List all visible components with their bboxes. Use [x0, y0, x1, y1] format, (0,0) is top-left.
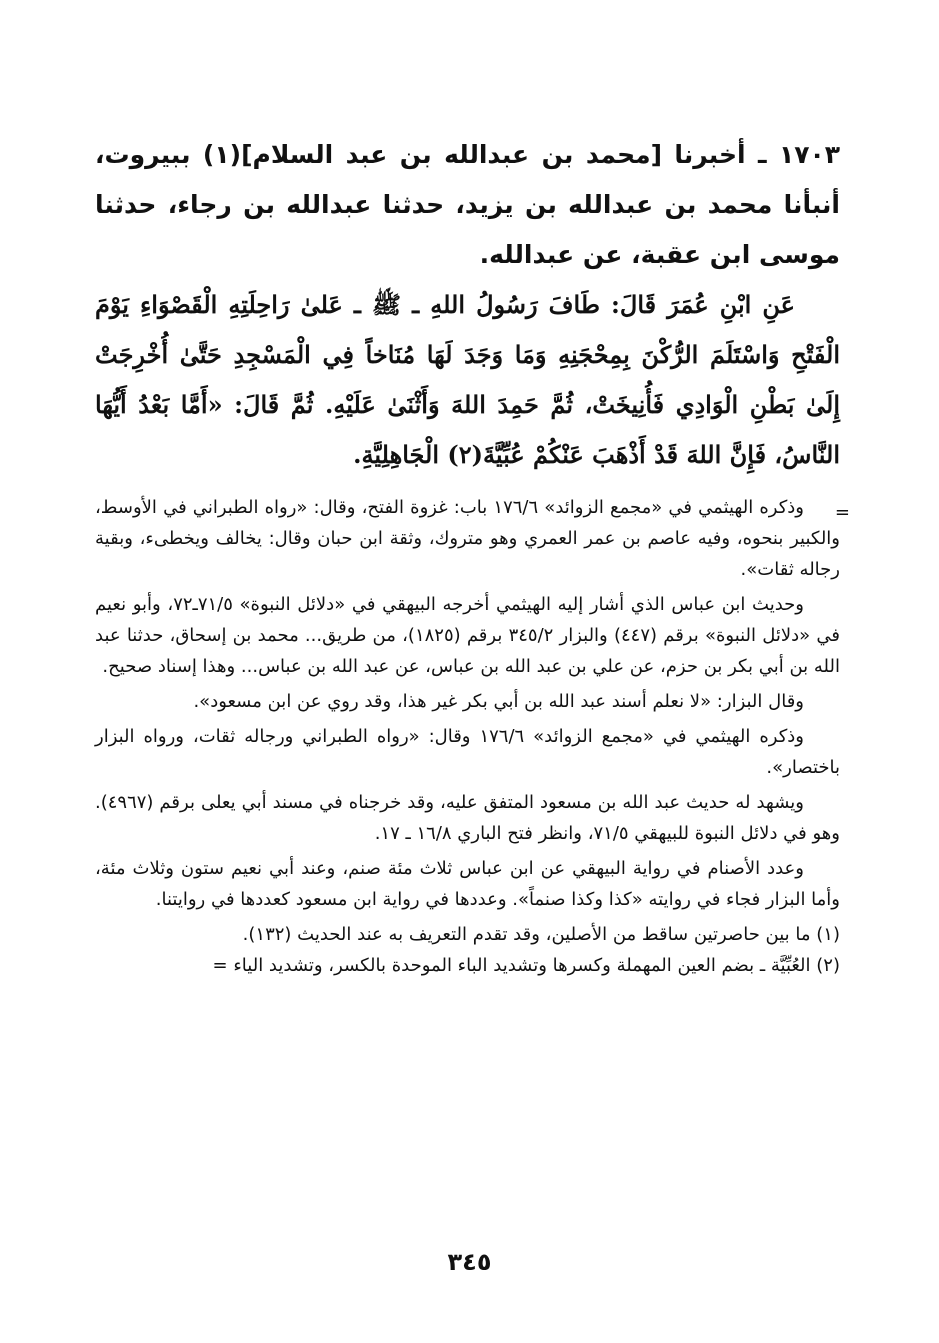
- footnotes-section: [95, 492, 850, 981]
- continuation-mark: =: [834, 502, 850, 523]
- footnote-paragraph: وذكره الهيثمي في «مجمع الزوائد» ١٧٦/٦ باب: غزوة الفتح، وقال: «رواه الطبراني في الأوسط، والكبير بنحوه، وفيه عاصم بن عمر العمري وهو متروك، وثقة ابن حبان وقال: يخالف ويخطىء، وبقية رجاله ثقات».: [95, 497, 840, 580]
- footnote-ref-2: (٢) العُبِّيَّة ـ بضم العين المهملة وكسرها وتشديد الباء الموحدة بالكسر، وتشديد الياء =: [212, 955, 840, 976]
- hadith-matn: عَنِ ابْنِ عُمَرَ قَالَ: طَافَ رَسُولُ اللهِ ـ ﷺ ـ عَلىٰ رَاحِلَتِهِ الْقَصْوَاءِ يَوْمَ الْفَتْحِ وَاسْتَلَمَ الرُّكْنَ بِمِحْجَنِهِ وَمَا وَجَدَ لَهَا مُنَاخاً فِي الْمَسْجِدِ حَتَّىٰ أُخْرِجَتْ إِلَىٰ بَطْنِ الْوَادِي فَأُنِيخَتْ، ثُمَّ حَمِدَ اللهَ وَأَثْنَىٰ عَلَيْهِ. ثُمَّ قَالَ: «أَمَّا بَعْدُ أَيُّهَا النَّاسُ، فَإِنَّ اللهَ قَدْ أَذْهَبَ عَنْكُمْ عُبِّيَّةَ(٢) الْجَاهِلِيَّةِ.: [95, 290, 840, 469]
- hadith-isnad: ١٧٠٣ ـ أخبرنا [محمد بن عبدالله بن عبد السلام](١) ببيروت، أنبأنا محمد بن عبدالله بن يزيد، حدثنا عبدالله بن رجاء، حدثنا موسى ابن عقبة، عن عبدالله.: [95, 140, 840, 269]
- footnote-references: [95, 919, 840, 981]
- footnote-paragraph: وقال البزار: «لا نعلم أسند عبد الله بن أبي بكر غير هذا، وقد روي عن ابن مسعود».: [193, 691, 804, 712]
- document-page: [95, 130, 850, 981]
- footnote-ref-1: (١) ما بين حاصرتين ساقط من الأصلين، وقد تقدم التعريف به عند الحديث (١٣٢).: [242, 924, 840, 945]
- footnote-paragraph: ويشهد له حديث عبد الله بن مسعود المتفق عليه، وقد خرجناه في مسند أبي يعلى برقم (٤٩٦٧). وهو في دلائل النبوة للبيهقي ٧١/٥، وانظر فتح الباري ١٦/٨ ـ ١٧.: [95, 792, 840, 844]
- footnote-paragraph: وحديث ابن عباس الذي أشار إليه الهيثمي أخرجه البيهقي في «دلائل النبوة» ٧١/٥ـ٧٢، وأبو نعيم في «دلائل النبوة» برقم (٤٤٧) والبزار ٣٤٥/٢ برقم (١٨٢٥)، من طريق... محمد بن إسحاق، حدثنا عبد الله بن أبي بكر بن حزم، عن علي بن عبد الله بن عباس، عن عبد الله بن عباس... وهذا إسناد صحيح.: [95, 594, 840, 677]
- footnote-paragraph: وعدد الأصنام في رواية البيهقي عن ابن عباس ثلاث مئة صنم، وعند أبي نعيم ستون وثلاث مئة، وأما البزار فجاء في روايته «كذا وكذا صنماً». وعددها في رواية ابن مسعود كعددها في روايتنا.: [95, 858, 840, 910]
- footnote-paragraph: وذكره الهيثمي في «مجمع الزوائد» ١٧٦/٦ وقال: «رواه الطبراني ورجاله ثقات، ورواه البزار باختصار».: [95, 726, 840, 778]
- page-number: ٣٤٥: [447, 1248, 492, 1276]
